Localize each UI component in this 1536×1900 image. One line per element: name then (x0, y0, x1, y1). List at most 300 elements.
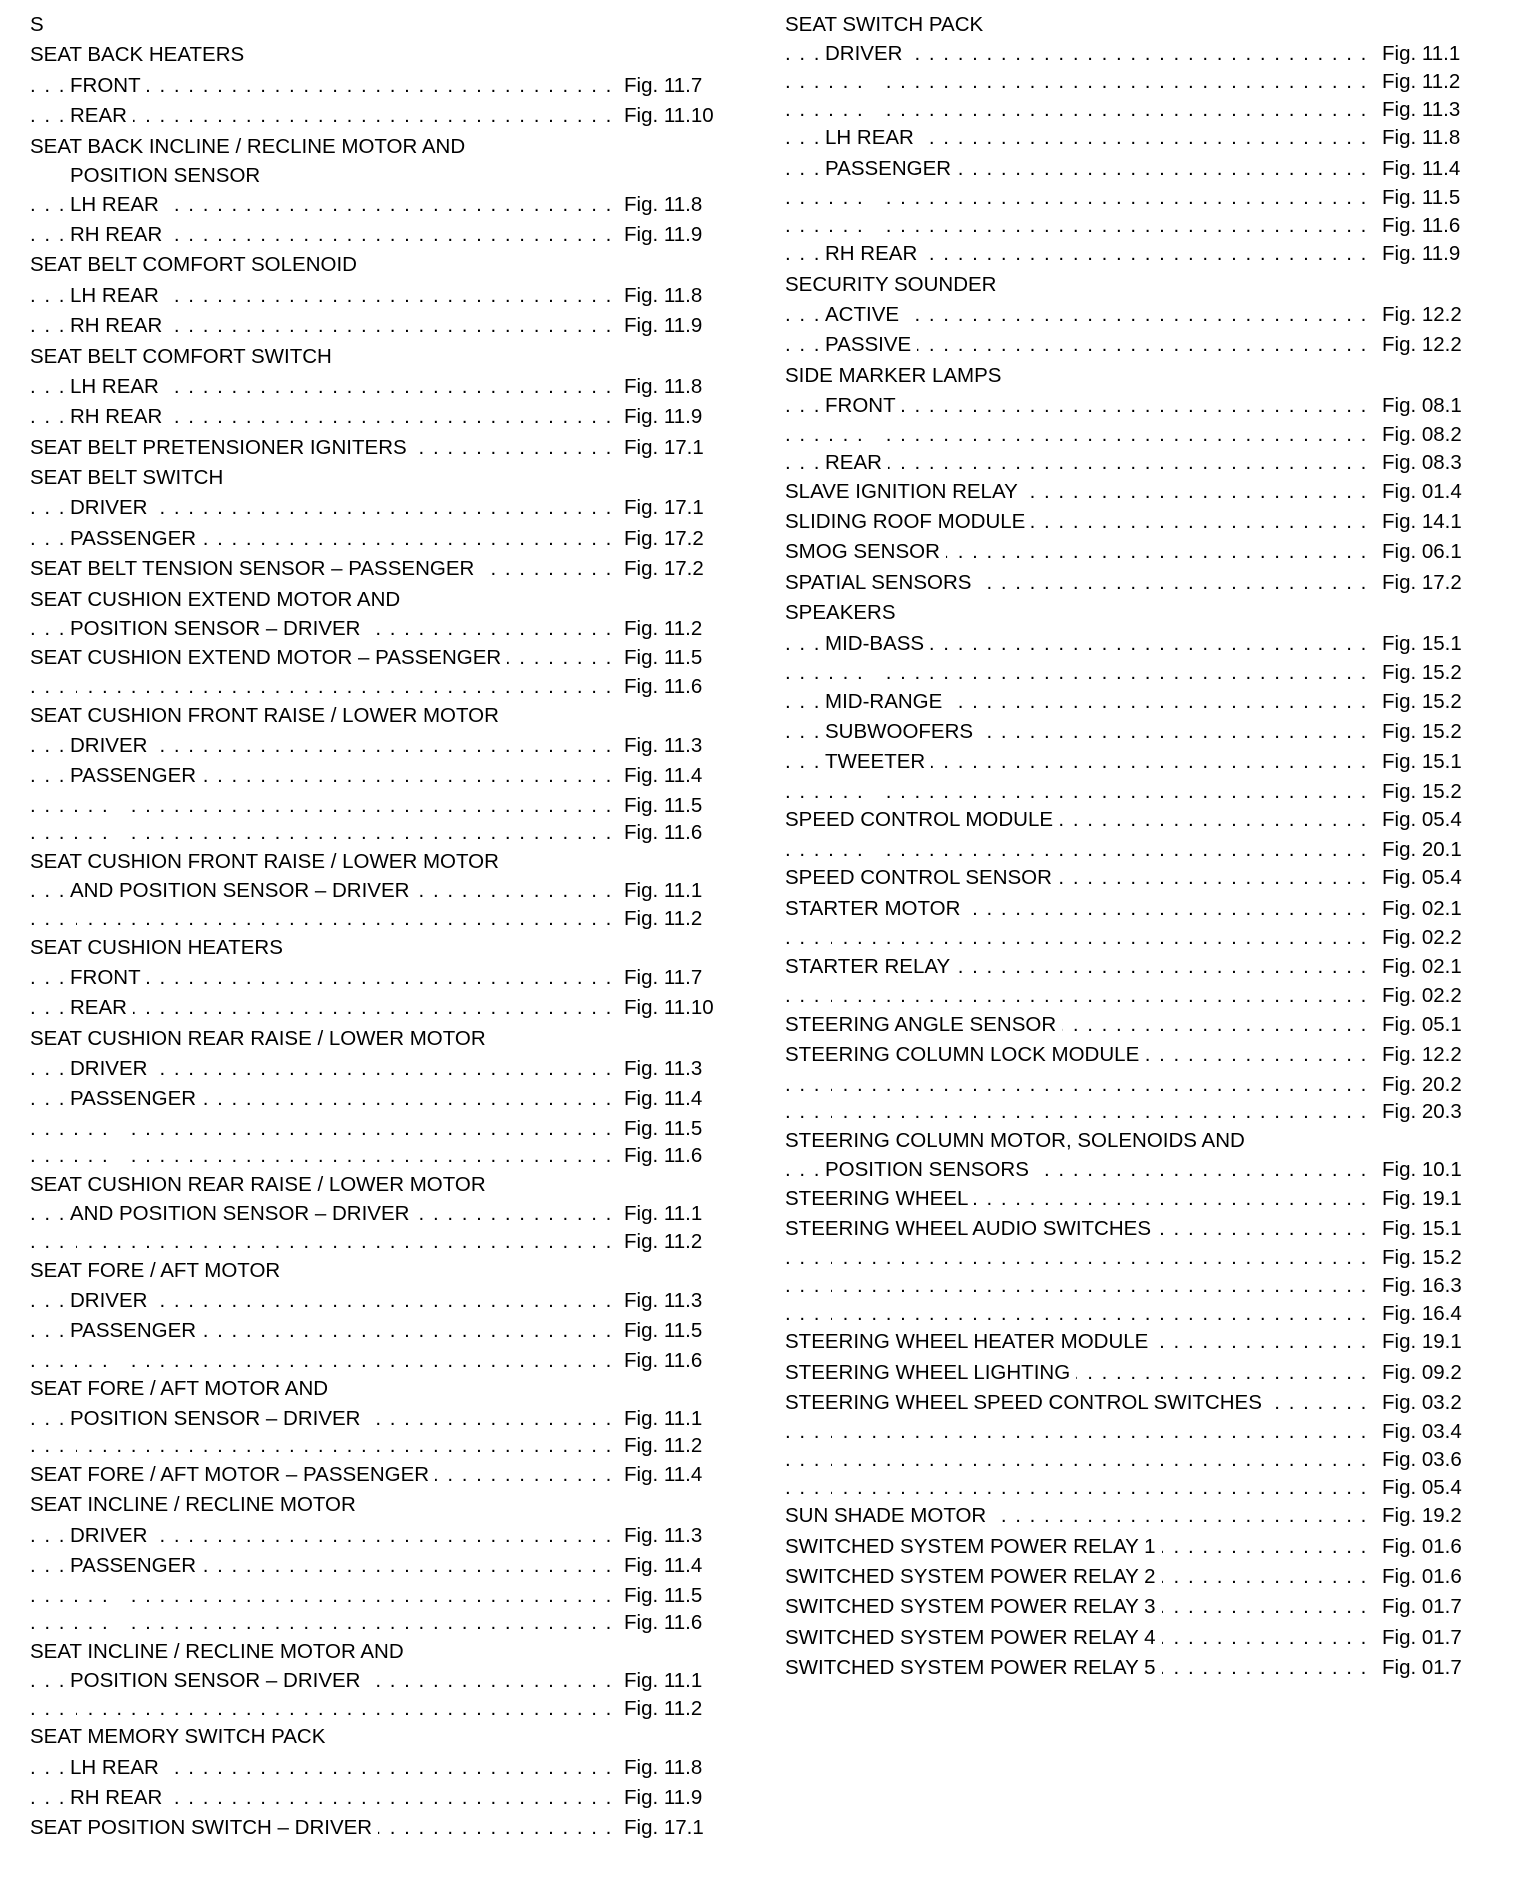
entry-label (870, 70, 876, 93)
index-heading (30, 1722, 720, 1752)
index-entry (785, 154, 1490, 184)
index-heading (30, 250, 720, 280)
index-heading (30, 701, 720, 731)
index-entry (785, 507, 1490, 537)
entry-label: SLAVE IGNITION RELAY (785, 480, 1024, 503)
figure-reference: Fig. 11.6 (618, 1347, 702, 1375)
entry-label: RH REAR (70, 314, 168, 337)
index-entry (785, 924, 1490, 952)
entry-label: POSITION SENSOR – DRIVER (70, 1407, 366, 1430)
entry-label: PASSENGER (825, 157, 957, 180)
figure-reference: Fig. 11.2 (618, 615, 702, 643)
figure-reference: Fig. 01.4 (1376, 477, 1462, 507)
figure-reference: Fig. 11.1 (618, 1200, 702, 1228)
entry-label: SLIDING ROOF MODULE (785, 510, 1031, 533)
entry-label: SPEED CONTROL SENSOR (785, 866, 1058, 889)
entry-label: DRIVER (70, 734, 153, 757)
entry-label: SEAT BELT TENSION SENSOR – PASSENGER (30, 557, 480, 580)
index-entry (785, 330, 1490, 360)
index-entry (785, 1010, 1490, 1040)
index-column-left (30, 10, 720, 1844)
index-entry (785, 1358, 1490, 1388)
index-entry (30, 402, 720, 432)
index-entry (785, 778, 1490, 806)
figure-reference: Fig. 11.5 (618, 792, 702, 820)
index-entry (785, 982, 1490, 1010)
index-entry (30, 877, 720, 905)
entry-label (70, 1697, 76, 1720)
entry-label: DRIVER (70, 496, 153, 519)
entry-label: SECURITY SOUNDER (785, 272, 997, 296)
index-entry (785, 1071, 1490, 1099)
figure-reference: Fig. 11.7 (618, 963, 702, 993)
figure-reference: Fig. 11.4 (618, 761, 702, 791)
figure-reference: Fig. 12.2 (1376, 1040, 1462, 1070)
index-entry (30, 493, 720, 523)
figure-reference: Fig. 11.8 (618, 1753, 702, 1783)
entry-label: SEAT BELT COMFORT SWITCH (30, 344, 332, 368)
figure-reference: Fig. 20.2 (1376, 1071, 1462, 1099)
index-entry (785, 123, 1490, 153)
index-entry (30, 190, 720, 220)
entry-label (870, 186, 876, 209)
figure-reference: Fig. 11.9 (618, 220, 702, 250)
figure-reference: Fig. 11.5 (618, 1115, 702, 1143)
index-heading (785, 1126, 1490, 1156)
figure-reference: Fig. 01.7 (1376, 1653, 1462, 1683)
figure-reference: Fig. 11.10 (618, 101, 714, 131)
entry-label: SEAT SWITCH PACK (785, 13, 984, 36)
index-entry (30, 1286, 720, 1316)
figure-reference: Fig. 01.6 (1376, 1562, 1462, 1592)
index-heading (30, 1170, 720, 1200)
entry-label: SEAT FORE / AFT MOTOR AND (30, 1377, 329, 1401)
figure-reference: Fig. 11.3 (618, 731, 702, 761)
index-entry (30, 1667, 720, 1695)
index-entry (785, 836, 1490, 864)
index-entry (785, 629, 1490, 659)
figure-reference: Fig. 08.1 (1376, 391, 1462, 421)
entry-label (70, 675, 76, 698)
index-entry (30, 1405, 720, 1433)
index-entry (785, 1418, 1490, 1446)
figure-reference: Fig. 15.2 (1376, 659, 1462, 687)
entry-label: AND POSITION SENSOR – DRIVER (70, 879, 415, 902)
entry-label (870, 423, 876, 446)
figure-reference: Fig. 11.6 (618, 673, 702, 701)
figure-reference: Fig. 17.2 (618, 524, 704, 554)
index-heading (30, 1024, 720, 1054)
entry-label (870, 661, 876, 684)
entry-label: SEAT CUSHION EXTEND MOTOR AND (30, 587, 401, 611)
entry-label: PASSENGER (70, 764, 202, 787)
index-entry (30, 1200, 720, 1228)
entry-label: LH REAR (70, 1756, 165, 1779)
index-entry (785, 863, 1490, 893)
figure-reference: Fig. 11.2 (618, 1228, 702, 1256)
index-entry (785, 1532, 1490, 1562)
entry-label: REAR (70, 996, 133, 1019)
index-entry (785, 184, 1490, 212)
index-entry (785, 212, 1490, 240)
entry-label: LH REAR (70, 193, 165, 216)
entry-label: SUN SHADE MOTOR (785, 1504, 992, 1527)
index-heading (785, 361, 1490, 391)
entry-label (825, 1420, 831, 1443)
entry-label: PASSENGER (70, 1554, 202, 1577)
figure-reference: Fig. 11.8 (1376, 123, 1460, 153)
entry-label: FRONT (825, 394, 902, 417)
figure-reference: Fig. 11.9 (618, 311, 702, 341)
figure-reference: Fig. 02.2 (1376, 982, 1462, 1010)
figure-reference: Fig. 17.2 (618, 554, 704, 584)
figure-reference: Fig. 11.7 (618, 71, 702, 101)
index-entry (30, 615, 720, 643)
entry-label: DRIVER (70, 1057, 153, 1080)
entry-label: SEAT BELT PRETENSIONER IGNITERS (30, 436, 413, 459)
figure-reference: Fig. 11.3 (618, 1286, 702, 1316)
figure-reference: Fig. 11.4 (618, 1551, 702, 1581)
index-heading (30, 933, 720, 963)
index-entry (30, 993, 720, 1023)
index-entry (785, 1388, 1490, 1418)
index-entry (30, 761, 720, 791)
index-entry (785, 805, 1490, 835)
index-heading (30, 463, 720, 493)
entry-label: SPEED CONTROL MODULE (785, 808, 1059, 831)
figure-reference: Fig. 11.5 (618, 643, 702, 673)
entry-label: SEAT CUSHION EXTEND MOTOR – PASSENGER (30, 646, 507, 669)
index-entry (785, 1040, 1490, 1070)
index-entry (30, 1551, 720, 1581)
index-entry (785, 1272, 1490, 1300)
figure-reference: Fig. 11.8 (618, 190, 702, 220)
index-entry (30, 1783, 720, 1813)
index-heading (785, 270, 1490, 300)
figure-reference: Fig. 15.2 (1376, 1244, 1462, 1272)
figure-reference: Fig. 11.2 (618, 1695, 702, 1723)
index-entry (785, 1592, 1490, 1622)
figure-reference: Fig. 17.1 (618, 1813, 704, 1843)
index-entry (785, 421, 1490, 449)
entry-label: SPEAKERS (785, 601, 896, 625)
entry-label: SEAT FORE / AFT MOTOR – PASSENGER (30, 1463, 435, 1486)
index-entry (30, 1228, 720, 1256)
entry-label (825, 1274, 831, 1297)
figure-reference: Fig. 11.4 (618, 1084, 702, 1114)
index-entry (30, 1609, 720, 1637)
index-entry (785, 1244, 1490, 1272)
figure-reference: Fig. 19.1 (1376, 1327, 1462, 1357)
index-entry (30, 643, 720, 673)
entry-label (825, 984, 831, 1007)
figure-reference: Fig. 11.5 (1376, 184, 1460, 212)
entry-label: SEAT MEMORY SWITCH PACK (30, 1725, 326, 1749)
figure-reference: Fig. 11.1 (618, 1405, 702, 1433)
entry-label: SMOG SENSOR (785, 540, 946, 563)
figure-reference: Fig. 20.1 (1376, 836, 1462, 864)
figure-reference: Fig. 05.1 (1376, 1010, 1462, 1040)
index-heading (30, 1256, 720, 1286)
figure-reference: Fig. 11.6 (618, 819, 702, 847)
index-heading (30, 847, 720, 877)
index-entry (30, 372, 720, 402)
figure-reference: Fig. 11.6 (618, 1142, 702, 1170)
figure-reference: Fig. 11.4 (1376, 154, 1460, 184)
entry-label: SEAT POSITION SWITCH – DRIVER (30, 1816, 378, 1839)
figure-reference: Fig. 16.3 (1376, 1272, 1462, 1300)
entry-label: SEAT BACK HEATERS (30, 43, 245, 67)
index-entry (785, 1184, 1490, 1214)
figure-reference: Fig. 15.1 (1376, 747, 1462, 777)
figure-reference: Fig. 02.1 (1376, 894, 1462, 924)
entry-label (870, 98, 876, 121)
index-entry (30, 1347, 720, 1375)
figure-reference: Fig. 11.3 (618, 1054, 702, 1084)
index-entry (30, 554, 720, 584)
index-entry (785, 1446, 1490, 1474)
entry-label: SWITCHED SYSTEM POWER RELAY 1 (785, 1535, 1162, 1558)
index-entry (30, 731, 720, 761)
figure-reference: Fig. 08.3 (1376, 449, 1462, 477)
figure-reference: Fig. 11.1 (1376, 40, 1460, 68)
figure-reference: Fig. 11.9 (618, 402, 702, 432)
figure-reference: Fig. 15.1 (1376, 1214, 1462, 1244)
entry-label: SIDE MARKER LAMPS (785, 363, 1002, 387)
entry-label: SEAT BACK INCLINE / RECLINE MOTOR AND (30, 134, 466, 158)
index-heading (30, 40, 720, 70)
index-entry (785, 537, 1490, 567)
figure-reference: Fig. 15.2 (1376, 778, 1462, 806)
index-entry (785, 1156, 1490, 1184)
entry-label: PASSIVE (825, 333, 917, 356)
entry-label: SEAT CUSHION FRONT RAISE / LOWER MOTOR (30, 849, 499, 873)
index-entry (30, 220, 720, 250)
index-entry (785, 952, 1490, 982)
figure-reference: Fig. 01.7 (1376, 1592, 1462, 1622)
index-entry (30, 1813, 720, 1843)
figure-reference: Fig. 10.1 (1376, 1156, 1462, 1184)
index-entry (785, 449, 1490, 477)
entry-label: STEERING COLUMN LOCK MODULE (785, 1043, 1145, 1066)
index-heading (30, 1637, 720, 1667)
index-entry (785, 568, 1490, 598)
figure-reference: Fig. 11.8 (618, 281, 702, 311)
entry-label: RH REAR (70, 1786, 168, 1809)
figure-reference: Fig. 09.2 (1376, 1358, 1462, 1388)
figure-reference: Fig. 12.2 (1376, 300, 1462, 330)
figure-reference: Fig. 03.4 (1376, 1418, 1462, 1446)
entry-label: SWITCHED SYSTEM POWER RELAY 4 (785, 1626, 1162, 1649)
figure-reference: Fig. 15.2 (1376, 687, 1462, 717)
entry-label: SUBWOOFERS (825, 720, 979, 743)
left-entries (30, 40, 720, 1843)
entry-label: SEAT BELT SWITCH (30, 466, 224, 490)
entry-label: FRONT (70, 74, 147, 97)
entry-label: STARTER RELAY (785, 955, 956, 978)
figure-reference: Fig. 19.2 (1376, 1501, 1462, 1531)
figure-reference: Fig. 01.7 (1376, 1623, 1462, 1653)
index-heading (30, 132, 720, 162)
index-entry (30, 792, 720, 820)
entry-label: STEERING WHEEL HEATER MODULE (785, 1330, 1154, 1353)
entry-label (115, 821, 121, 844)
index-entry (785, 391, 1490, 421)
entry-label: STEERING WHEEL LIGHTING (785, 1361, 1076, 1384)
index-entry (785, 717, 1490, 747)
entry-label (115, 1144, 121, 1167)
entry-label: SEAT CUSHION REAR RAISE / LOWER MOTOR (30, 1026, 486, 1050)
figure-reference: Fig. 19.1 (1376, 1184, 1462, 1214)
entry-label (115, 1349, 121, 1372)
entry-label (70, 1230, 76, 1253)
figure-reference: Fig. 08.2 (1376, 421, 1462, 449)
entry-label (870, 838, 876, 861)
index-heading (30, 585, 720, 615)
entry-label: SEAT CUSHION REAR RAISE / LOWER MOTOR (30, 1173, 486, 1197)
index-heading (30, 1490, 720, 1520)
entry-label: LH REAR (70, 284, 165, 307)
index-entry (30, 281, 720, 311)
index-entry (30, 1432, 720, 1460)
index-entry (30, 1695, 720, 1723)
figure-reference: Fig. 05.4 (1376, 863, 1462, 893)
entry-label: STARTER MOTOR (785, 897, 966, 920)
index-entry (30, 1521, 720, 1551)
entry-label (870, 214, 876, 237)
index-entry (30, 1316, 720, 1346)
entry-label (115, 794, 121, 817)
entry-label: SEAT CUSHION HEATERS (30, 935, 283, 959)
figure-reference: Fig. 11.10 (618, 993, 714, 1023)
figure-reference: Fig. 11.2 (618, 905, 702, 933)
figure-reference: Fig. 11.3 (618, 1521, 702, 1551)
index-entry (785, 1474, 1490, 1502)
entry-label: RH REAR (70, 223, 168, 246)
figure-reference: Fig. 03.6 (1376, 1446, 1462, 1474)
entry-label: SEAT INCLINE / RECLINE MOTOR (30, 1493, 356, 1517)
index-section-letter (30, 10, 720, 40)
entry-label (825, 1448, 831, 1471)
figure-reference: Fig. 11.2 (1376, 68, 1460, 96)
figure-reference: Fig. 01.6 (1376, 1532, 1462, 1562)
index-entry (785, 477, 1490, 507)
index-entry (30, 1084, 720, 1114)
figure-reference: Fig. 11.6 (618, 1609, 702, 1637)
figure-reference: Fig. 17.1 (618, 433, 704, 463)
entry-label (115, 1611, 121, 1634)
figure-reference: Fig. 11.5 (618, 1316, 702, 1346)
figure-reference: Fig. 11.8 (618, 372, 702, 402)
entry-label: STEERING WHEEL SPEED CONTROL SWITCHES (785, 1391, 1268, 1414)
entry-label: STEERING COLUMN MOTOR, SOLENOIDS AND (785, 1128, 1245, 1152)
entry-label: SEAT BELT COMFORT SOLENOID (30, 253, 357, 277)
index-column-right (785, 10, 1490, 1684)
index-entry (30, 433, 720, 463)
index-entry (30, 1460, 720, 1490)
entry-label: DRIVER (70, 1524, 153, 1547)
index-entry (785, 300, 1490, 330)
entry-label: SEAT FORE / AFT MOTOR (30, 1258, 281, 1282)
figure-reference: Fig. 20.3 (1376, 1098, 1462, 1126)
index-entry (785, 1653, 1490, 1683)
index-entry (785, 96, 1490, 124)
entry-label: SEAT CUSHION FRONT RAISE / LOWER MOTOR (30, 703, 499, 727)
entry-label (825, 1073, 831, 1096)
entry-label (825, 1302, 831, 1325)
figure-reference: Fig. 11.4 (618, 1460, 702, 1490)
entry-label: AND POSITION SENSOR – DRIVER (70, 1202, 415, 1225)
index-entry (785, 1623, 1490, 1653)
index-entry (30, 1115, 720, 1143)
figure-reference: Fig. 11.3 (1376, 96, 1460, 124)
entry-label: PASSENGER (70, 1087, 202, 1110)
entry-label: MID-RANGE (825, 690, 948, 713)
entry-label: REAR (70, 104, 133, 127)
entry-label (825, 926, 831, 949)
figure-reference: Fig. 16.4 (1376, 1300, 1462, 1328)
index-entry (785, 747, 1490, 777)
entry-label (825, 1476, 831, 1499)
figure-reference: Fig. 02.2 (1376, 924, 1462, 952)
figure-reference: Fig. 05.4 (1376, 1474, 1462, 1502)
figure-reference: Fig. 11.2 (618, 1432, 702, 1460)
index-entry (30, 71, 720, 101)
entry-label: SWITCHED SYSTEM POWER RELAY 3 (785, 1595, 1162, 1618)
figure-reference: Fig. 15.1 (1376, 629, 1462, 659)
figure-reference: Fig. 17.2 (1376, 568, 1462, 598)
index-heading (785, 598, 1490, 628)
index-heading (30, 1374, 720, 1404)
index-entry (30, 101, 720, 131)
entry-label: FRONT (70, 966, 147, 989)
entry-label: POSITION SENSOR (70, 163, 261, 187)
index-entry (785, 239, 1490, 269)
entry-label: MID-BASS (825, 632, 930, 655)
index-entry (785, 1501, 1490, 1531)
entry-label: SPATIAL SENSORS (785, 571, 977, 594)
entry-label: REAR (825, 451, 888, 474)
figure-reference: Fig. 05.4 (1376, 805, 1462, 835)
index-entry (785, 68, 1490, 96)
figure-reference: Fig. 12.2 (1376, 330, 1462, 360)
entry-label: RH REAR (70, 405, 168, 428)
index-entry (30, 1142, 720, 1170)
figure-reference: Fig. 17.1 (618, 493, 704, 523)
entry-label (825, 1246, 831, 1269)
index-heading (785, 10, 1490, 40)
section-letter: S (30, 13, 44, 36)
entry-label: DRIVER (70, 1289, 153, 1312)
index-entry (785, 1300, 1490, 1328)
index-entry (30, 1054, 720, 1084)
index-entry (30, 1753, 720, 1783)
entry-label: RH REAR (825, 242, 923, 265)
entry-label: STEERING WHEEL (785, 1187, 974, 1210)
entry-label (870, 780, 876, 803)
entry-label (70, 1434, 76, 1457)
entry-label: TWEETER (825, 750, 931, 773)
index-entry (785, 1562, 1490, 1592)
index-entry (30, 905, 720, 933)
figure-reference: Fig. 11.1 (618, 1667, 702, 1695)
entry-label: DRIVER (825, 42, 908, 65)
entry-label: SWITCHED SYSTEM POWER RELAY 5 (785, 1656, 1162, 1679)
index-entry (30, 963, 720, 993)
index-entry (30, 673, 720, 701)
figure-reference: Fig. 15.2 (1376, 717, 1462, 747)
entry-label: ACTIVE (825, 303, 905, 326)
